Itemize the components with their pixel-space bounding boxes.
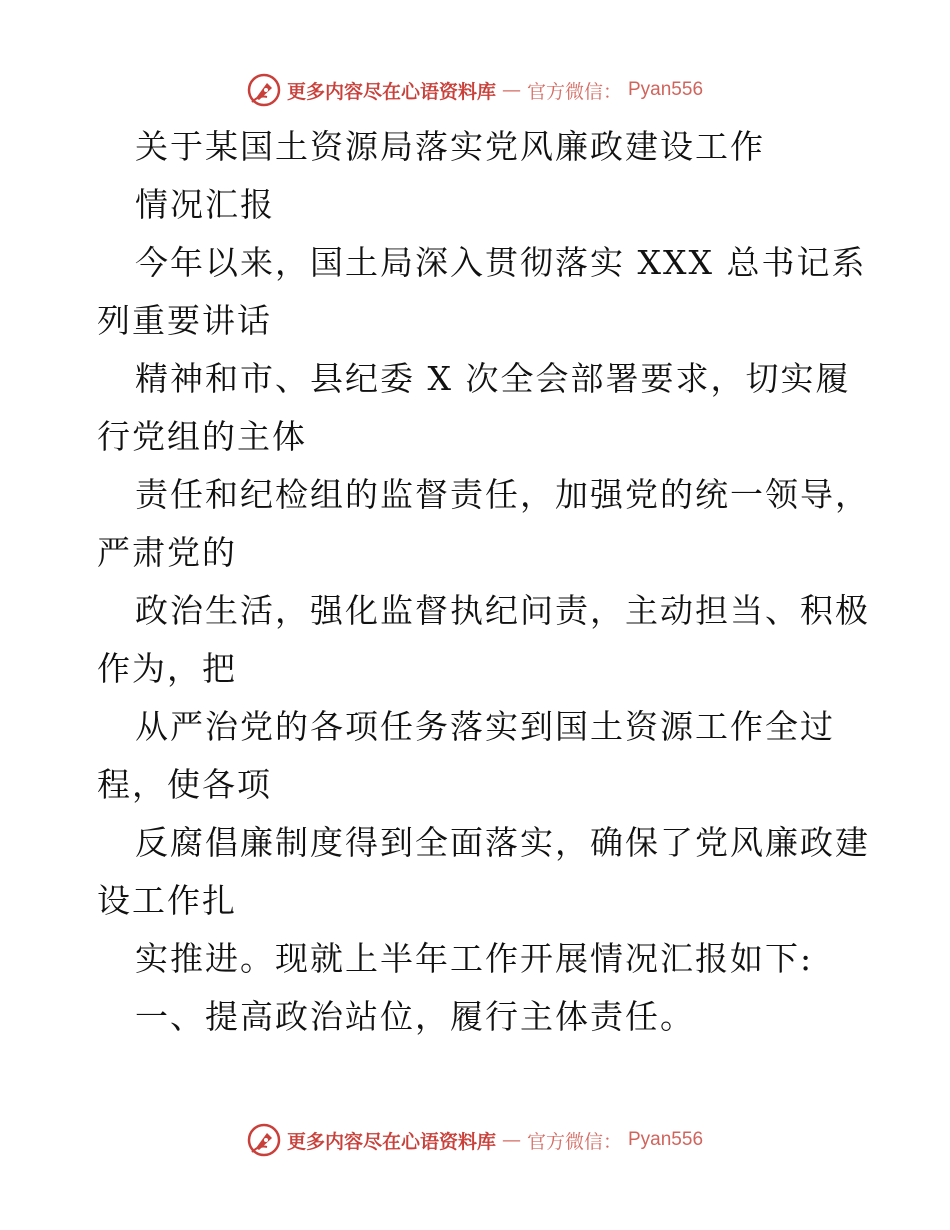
paragraph-line: 设工作扎 xyxy=(97,881,237,920)
paragraph-line: 实推进。现就上半年工作开展情况汇报如下: xyxy=(135,939,814,978)
watermark-dash: — xyxy=(501,79,521,101)
watermark-wechat-id: Pyan556 xyxy=(628,79,704,100)
watermark-brand: 更多内容尽在心语资料库 xyxy=(286,80,496,103)
paragraph-line: 从严治党的各项任务落实到国土资源工作全过 xyxy=(135,707,835,746)
watermark-wechat-id: Pyan556 xyxy=(628,1129,704,1150)
paragraph-line: 精神和市、县纪委 X 次全会部署要求，切实履 xyxy=(135,359,851,398)
watermark-wechat-label: 官方微信： xyxy=(526,80,622,103)
paragraph-line: 列重要讲话 xyxy=(97,301,272,340)
pen-nib-logo-icon xyxy=(247,1123,281,1157)
header-watermark xyxy=(0,70,950,110)
document-title-line-1: 关于某国土资源局落实党风廉政建设工作 xyxy=(135,127,765,166)
section-heading: 一、提高政治站位，履行主体责任。 xyxy=(135,997,695,1036)
paragraph-line: 今年以来，国土局深入贯彻落实 XXX 总书记系 xyxy=(135,243,867,282)
paragraph-line: 行党组的主体 xyxy=(97,417,307,456)
watermark-dash: — xyxy=(501,1129,521,1151)
paragraph-line: 严肃党的 xyxy=(97,533,237,572)
paragraph-line: 政治生活，强化监督执纪问责，主动担当、积极 xyxy=(135,591,870,630)
pen-nib-logo-icon xyxy=(247,73,281,107)
paragraph-line: 程，使各项 xyxy=(97,765,272,804)
paragraph-line: 责任和纪检组的监督责任，加强党的统一领导， xyxy=(135,475,870,514)
watermark-wechat-label: 官方微信： xyxy=(526,1130,622,1153)
footer-watermark xyxy=(0,1120,950,1160)
document-title-line-2: 情况汇报 xyxy=(135,185,275,224)
document-body xyxy=(97,118,887,1046)
paragraph-line: 作为，把 xyxy=(97,649,237,688)
paragraph-line: 反腐倡廉制度得到全面落实，确保了党风廉政建 xyxy=(135,823,870,862)
watermark-brand: 更多内容尽在心语资料库 xyxy=(286,1130,496,1153)
